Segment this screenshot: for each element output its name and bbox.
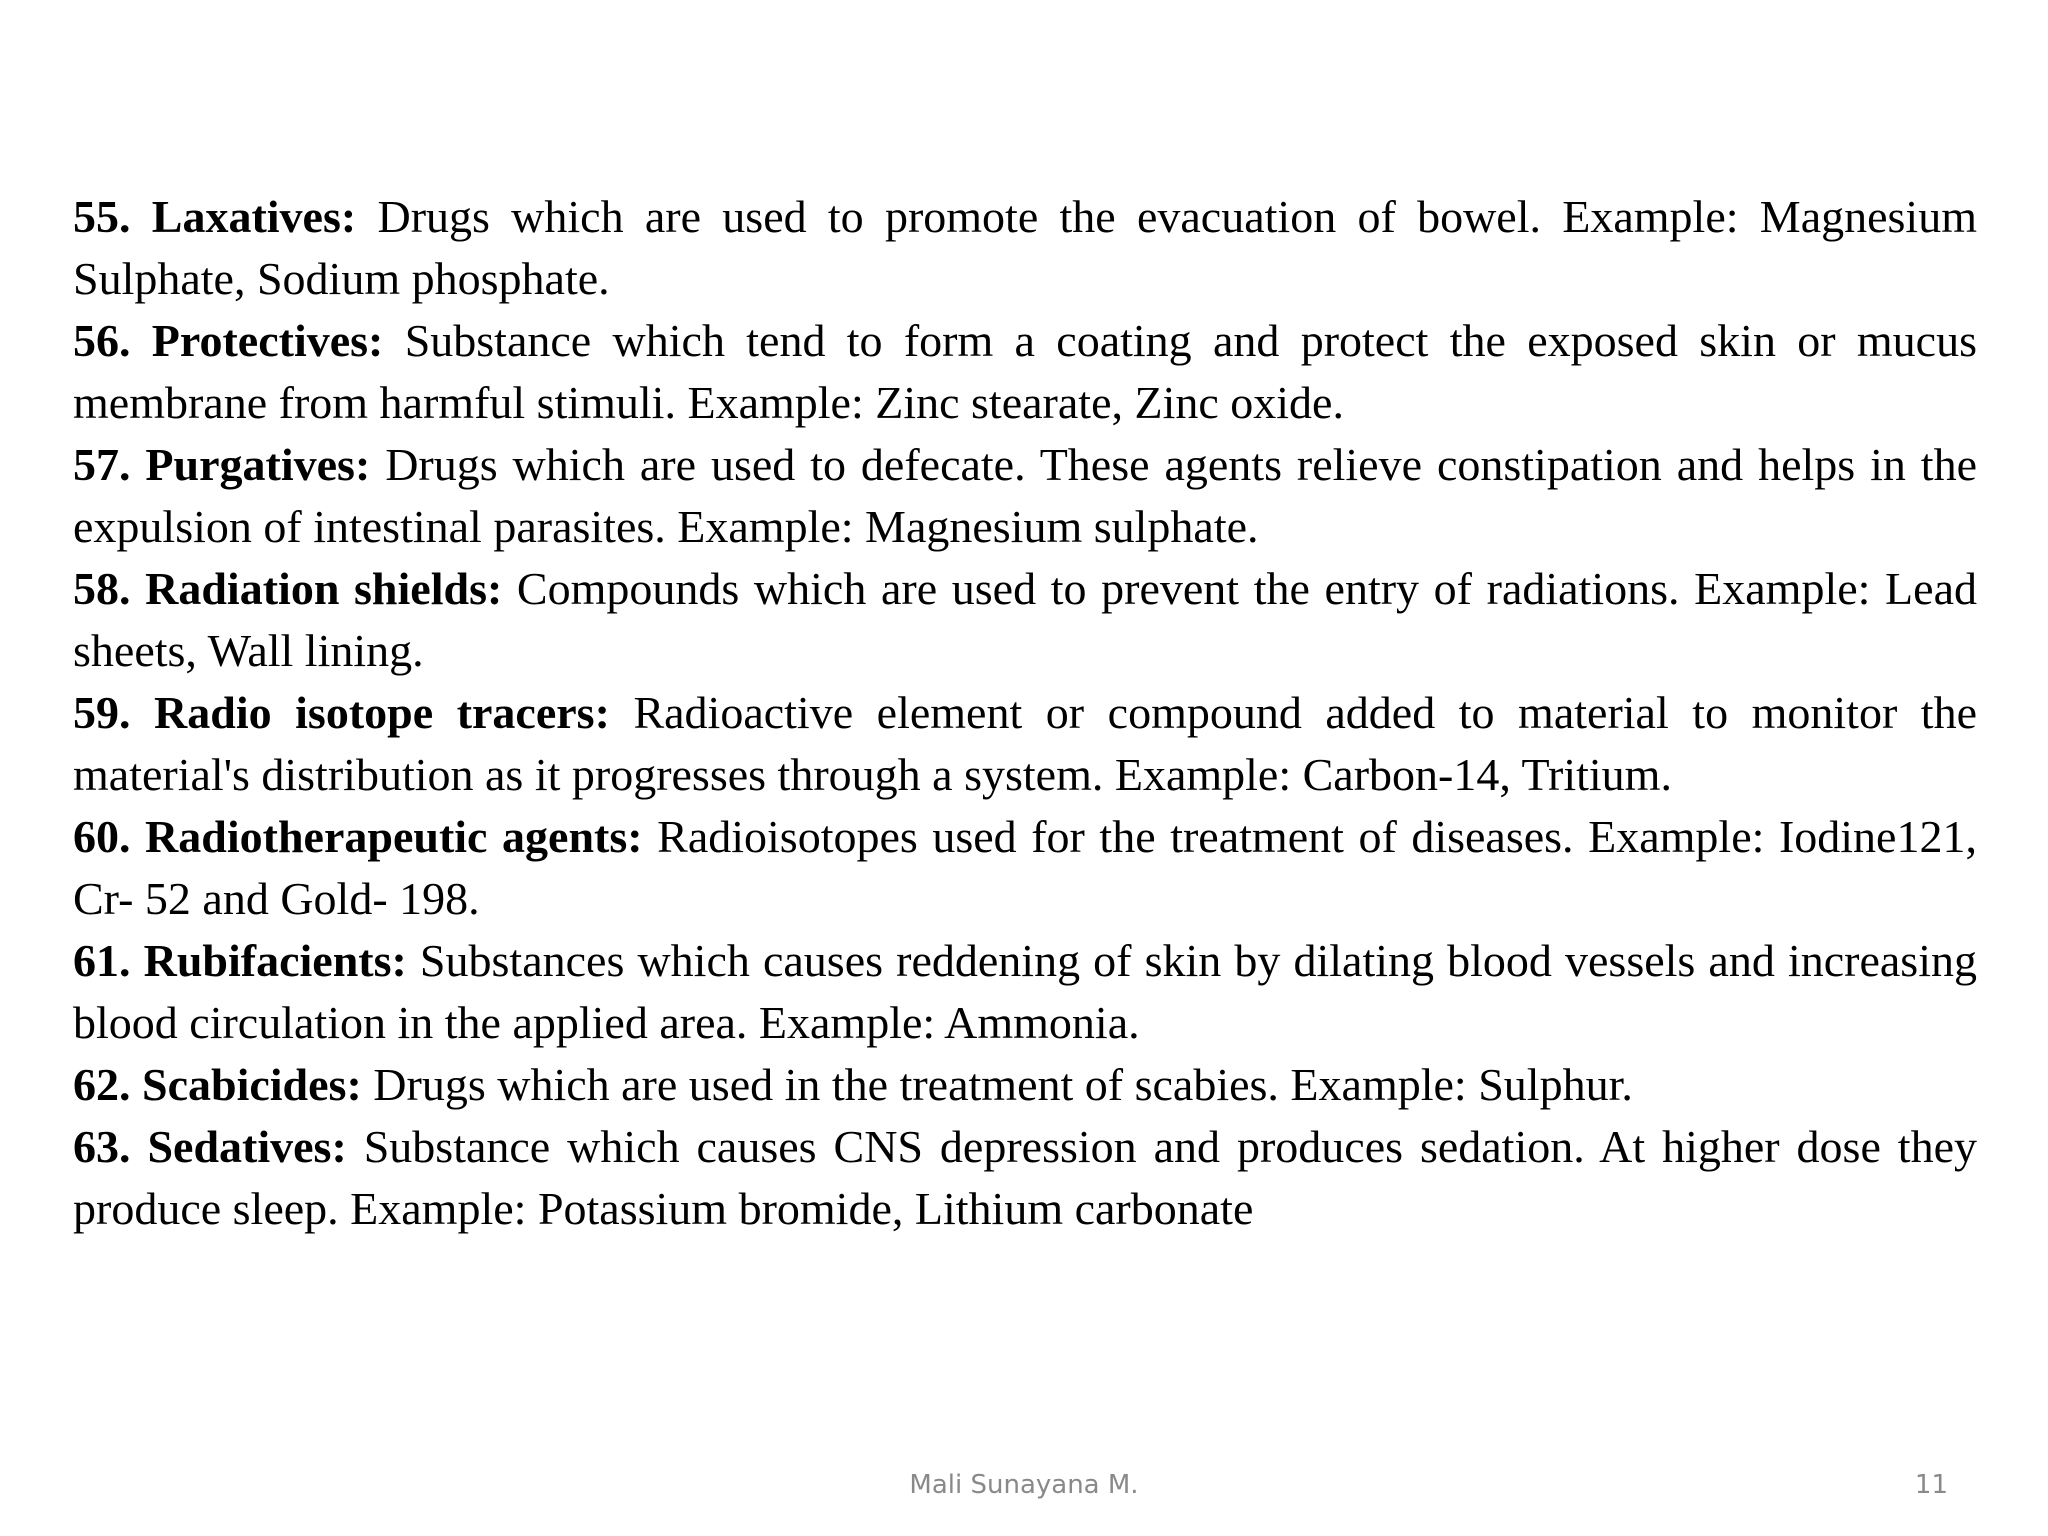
entry-term: 62. Scabicides: bbox=[73, 1059, 362, 1110]
entry-term: 58. Radiation shields: bbox=[73, 563, 503, 614]
entry-text: Compounds which are used to prevent the entry of radiations. Example: Lead sheets, Wall lining. bbox=[73, 563, 1977, 676]
entry-text: Substance which causes CNS depression and produces sedation. At higher dose they produce sleep. Example: Potassium bromide, Lithium carbonate bbox=[73, 1121, 1977, 1234]
entry-text: Radioactive element or compound added to material to monitor the material's distribution as it progresses through a system. Example: Carbon-14, Tritium. bbox=[73, 687, 1977, 800]
entry-term: 59. Radio isotope tracers: bbox=[73, 687, 610, 738]
entry-radio-isotope-tracers bbox=[73, 682, 1977, 806]
entry-text: Substance which tend to form a coating and protect the exposed skin or mucus membrane from harmful stimuli. Example: Zinc stearate, Zinc oxide. bbox=[73, 315, 1977, 428]
entry-term: 56. Protectives: bbox=[73, 315, 384, 366]
footer-author: Mali Sunayana M. bbox=[909, 1470, 1139, 1500]
entry-term: 61. Rubifacients: bbox=[73, 935, 407, 986]
entry-sedatives bbox=[73, 1116, 1977, 1240]
entry-text: Drugs which are used to promote the evacuation of bowel. Example: Magnesium Sulphate, Sodium phosphate. bbox=[73, 191, 1977, 304]
entry-text: Drugs which are used to defecate. These agents relieve constipation and helps in the expulsion of intestinal parasites. Example: Magnesium sulphate. bbox=[73, 439, 1977, 552]
entry-term: 60. Radiotherapeutic agents: bbox=[73, 811, 643, 862]
entry-rubifacients bbox=[73, 930, 1977, 1054]
entry-radiotherapeutic-agents bbox=[73, 806, 1977, 930]
entry-text: Drugs which are used in the treatment of scabies. Example: Sulphur. bbox=[361, 1059, 1633, 1110]
entry-purgatives bbox=[73, 434, 1977, 558]
entry-term: 55. Laxatives: bbox=[73, 191, 357, 242]
entry-protectives bbox=[73, 310, 1977, 434]
entry-radiation-shields bbox=[73, 558, 1977, 682]
entry-text: Substances which causes reddening of skin by dilating blood vessels and increasing blood circulation in the applied area. Example: Ammonia. bbox=[73, 935, 1977, 1048]
entry-text: Radioisotopes used for the treatment of diseases. Example: Iodine121, Cr- 52 and Gold- 198. bbox=[73, 811, 1977, 924]
entry-scabicides bbox=[73, 1054, 1977, 1116]
entry-term: 57. Purgatives: bbox=[73, 439, 371, 490]
definitions-list bbox=[73, 186, 1977, 1240]
entry-laxatives bbox=[73, 186, 1977, 310]
entry-term: 63. Sedatives: bbox=[73, 1121, 347, 1172]
page-number: 11 bbox=[1914, 1470, 1948, 1500]
